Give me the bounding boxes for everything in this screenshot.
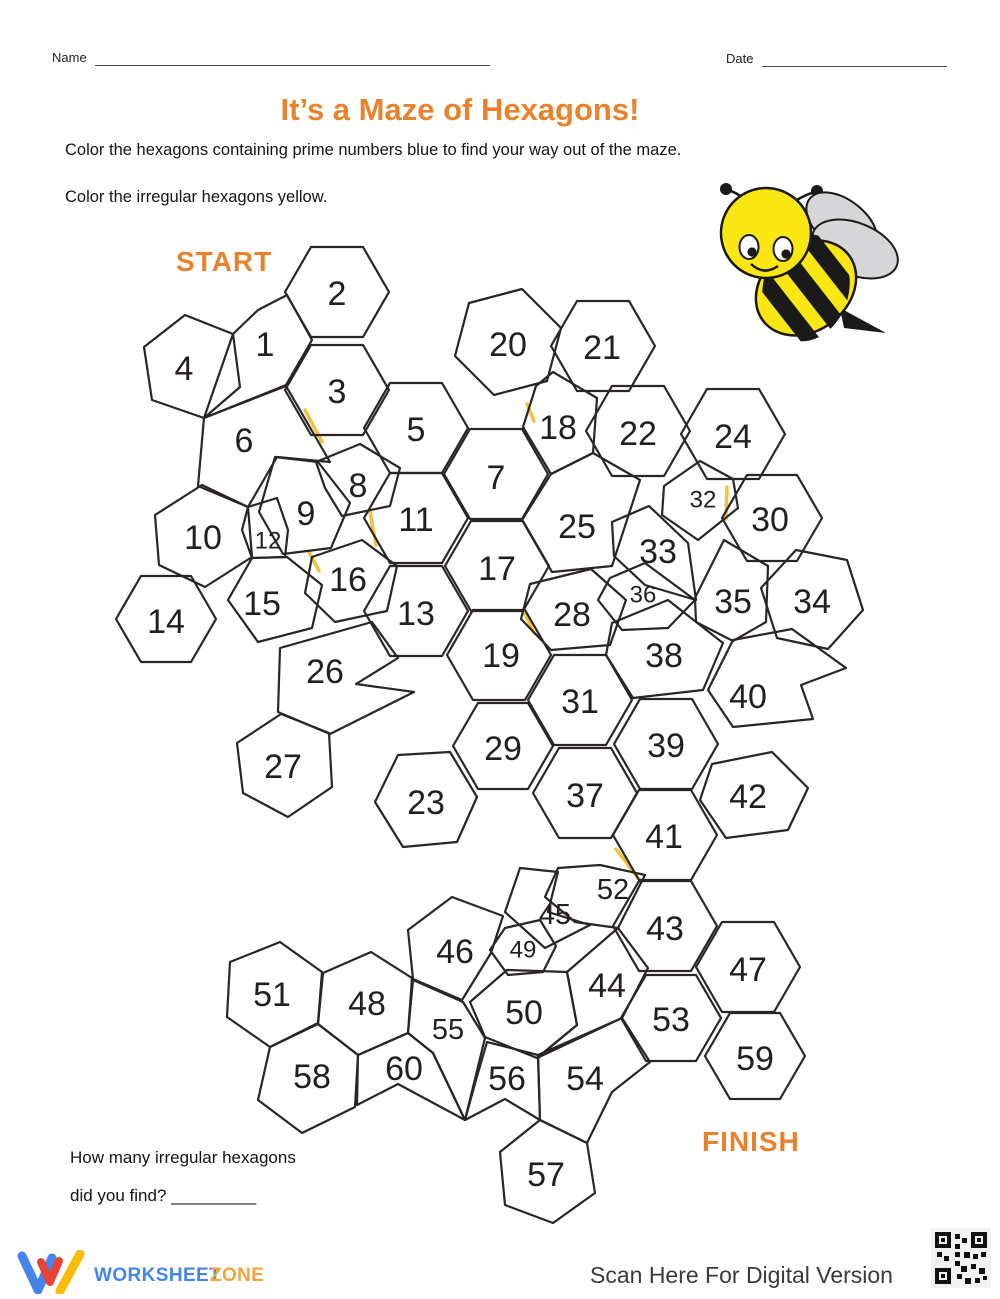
hexagon-number-47: 47 [729, 951, 767, 989]
hexagon-number-35: 35 [714, 583, 752, 621]
maze-hexagons [116, 247, 863, 1223]
hexagon-number-13: 13 [397, 595, 435, 633]
hexagon-number-26: 26 [306, 653, 344, 691]
hexagon-number-3: 3 [327, 373, 347, 411]
hexagon-number-40: 40 [729, 678, 767, 716]
hexagon-number-58: 58 [293, 1058, 331, 1096]
hexagon-number-44: 44 [588, 967, 626, 1005]
hexagon-number-6: 6 [234, 422, 254, 460]
hexagon-number-17: 17 [478, 550, 516, 588]
hexagon-number-4: 4 [174, 350, 194, 388]
logo-yellow-slash [60, 1254, 80, 1291]
hexagon-number-23: 23 [407, 784, 445, 822]
hexagon-number-56: 56 [488, 1060, 526, 1098]
hexagon-number-7: 7 [486, 459, 506, 497]
hexagon-number-19: 19 [482, 637, 520, 675]
question-line-1: How many irregular hexagons [70, 1148, 296, 1167]
hexagon-number-31: 31 [561, 683, 599, 721]
hexagon-number-20: 20 [489, 326, 527, 364]
hexagon-number-22: 22 [619, 415, 657, 453]
hexagon-number-9: 9 [296, 495, 316, 533]
scan-here-text: Scan Here For Digital Version [590, 1262, 893, 1288]
hexagon-6 [198, 386, 330, 507]
hexagon-number-18: 18 [539, 409, 577, 447]
hexagon-number-11: 11 [398, 501, 434, 539]
hexagon-number-29: 29 [484, 730, 522, 768]
date-label: Date [726, 51, 754, 66]
hexagon-number-46: 46 [436, 933, 474, 971]
hexagon-number-27: 27 [264, 748, 302, 786]
bee-pupil-right [781, 249, 790, 258]
bee-stinger [840, 308, 886, 333]
hexagon-number-5: 5 [406, 411, 426, 449]
hexagon-number-42: 42 [729, 778, 767, 816]
hexagon-number-60: 60 [385, 1050, 423, 1088]
start-label: START [176, 246, 273, 277]
name-label: Name [52, 50, 87, 65]
hexagon-number-57: 57 [527, 1156, 565, 1194]
question-line-2: did you find? _________ [70, 1186, 257, 1205]
hexagon-number-49: 49 [509, 936, 537, 964]
hexagon-number-2: 2 [327, 275, 347, 313]
brand-word-zone: ZONE [210, 1265, 265, 1286]
hexagon-number-38: 38 [645, 637, 683, 675]
hexagon-number-34: 34 [793, 583, 831, 621]
hexagon-number-45: 45 [538, 899, 572, 931]
instruction-irregular: Color the irregular hexagons yellow. [65, 188, 328, 206]
page-title: It’s a Maze of Hexagons! [280, 92, 640, 127]
hexagon-number-59: 59 [736, 1040, 774, 1078]
hexagon-number-48: 48 [348, 985, 386, 1023]
hexagon-number-39: 39 [647, 727, 685, 765]
hexagon-number-37: 37 [566, 777, 604, 815]
hexagon-number-10: 10 [184, 519, 222, 557]
hexagon-number-54: 54 [566, 1060, 604, 1098]
hexagon-number-50: 50 [505, 994, 543, 1032]
hexagon-number-14: 14 [147, 603, 185, 641]
hexagon-number-52: 52 [596, 874, 630, 906]
hexagon-number-12: 12 [254, 527, 282, 555]
hexagon-number-21: 21 [583, 329, 621, 367]
hexagon-number-32: 32 [689, 486, 717, 514]
hexagon-26 [278, 622, 414, 734]
bee-pupil-left [747, 247, 756, 256]
hexagon-number-1: 1 [255, 326, 275, 364]
worksheetzone-logo-icon [14, 1250, 314, 1294]
finish-label: FINISH [702, 1126, 800, 1157]
hexagon-number-55: 55 [431, 1014, 465, 1046]
bee-head [721, 188, 811, 278]
maze-accent-edge [726, 487, 727, 519]
hexagon-number-33: 33 [639, 533, 677, 571]
hexagon-number-15: 15 [243, 585, 281, 623]
hexagon-number-43: 43 [646, 910, 684, 948]
instruction-prime: Color the hexagons containing prime numbers blue to find your way out of the maze. [65, 141, 682, 159]
brand-logo [14, 1250, 314, 1294]
hexagon-number-41: 41 [645, 818, 683, 856]
bee-illustration [720, 180, 906, 356]
hexagon-number-24: 24 [714, 418, 752, 456]
bee-antenna-tip-left [720, 183, 732, 195]
hexagon-number-25: 25 [558, 508, 596, 546]
hexagon-number-36: 36 [629, 581, 657, 609]
brand-word-worksheet: WORKSHEET [94, 1265, 222, 1286]
hexagon-number-30: 30 [751, 501, 789, 539]
hexagon-number-51: 51 [253, 976, 291, 1014]
qr-code [931, 1228, 991, 1288]
hexagon-number-28: 28 [553, 596, 591, 634]
hexagon-number-53: 53 [652, 1001, 690, 1039]
maze-accent-edge [305, 410, 322, 442]
hexagon-number-16: 16 [329, 561, 367, 599]
hexagon-number-8: 8 [348, 467, 368, 505]
